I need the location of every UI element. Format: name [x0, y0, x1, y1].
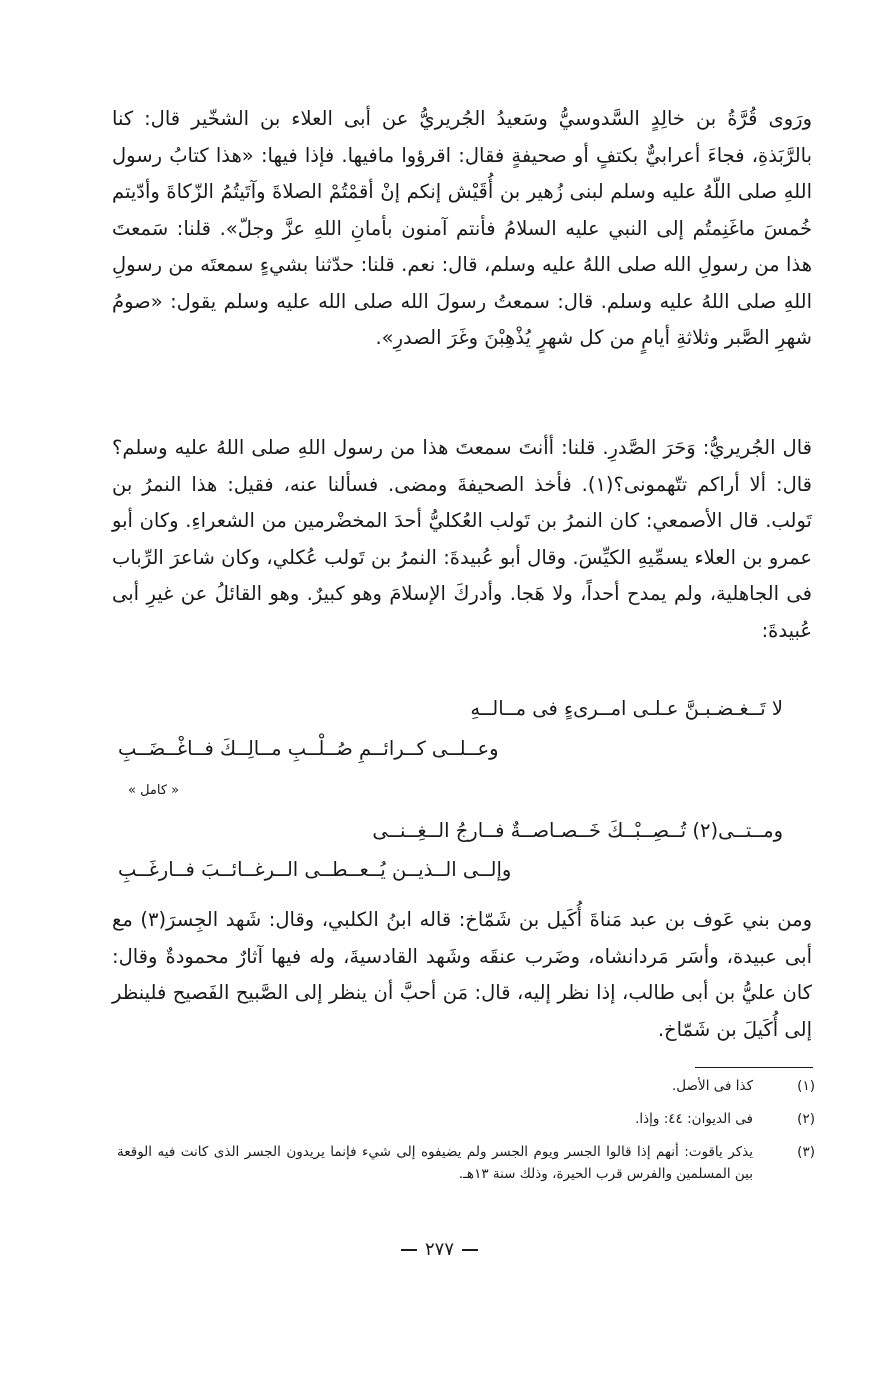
footnote-number: (١) — [797, 1078, 815, 1094]
page-number: ٢٧٧ — [424, 1239, 454, 1260]
poem-verse-1-second-hemistich: وعــلــى كــرائــمِ صُــلْــبِ مــالِــكَ فــاغْــضَــبِ — [118, 737, 499, 760]
body-paragraph-2: قال الجُريريُّ: وَحَرَ الصَّدرِ. قلنا: أأنتَ سمعتَ هذا من رسول اللهِ صلى اللهُ عليه وسلم؟ قال: ألا أراكم تتّهمونى؟(١). فأخذ الصحيفةَ ومضى. فسألنا عنه، فقيل: هذا النمرُ بن تَولب. قال الأصمعي: كان النمرُ بن تَولب العُكليُّ أحدَ المخضْرمين من الشعراءِ. وكان أبو عمرو بن العلاء يسمِّيهِ الكيِّسَ. وقال أبو عُبيدةَ: النمرُ بن تَولب عُكلي، وكان شاعرَ الرِّباب فى الجاهلية، ولم يمدح أحداً، ولا هَجا. وأدركَ الإسلامَ وهو كبيرٌ. وهو القائلُ عن غيرِ أبى عُبيدةَ: — [112, 436, 812, 642]
footnote-separator — [695, 1067, 813, 1068]
page-number-dash — [401, 1249, 417, 1251]
footnote-number: (٢) — [797, 1111, 815, 1127]
footnote-3 — [117, 1141, 815, 1185]
footnote-text: فى الديوان: ٤٤: وإذا. — [635, 1111, 753, 1127]
page-number-footer — [0, 1238, 879, 1262]
poem-verse-2-first-hemistich: ومــتــى(٢) تُــصِــبْــكَ خَــصـاصــةٌ فــارجُ الــغِــنــى — [372, 819, 783, 842]
page-number-dash — [462, 1249, 478, 1251]
body-paragraph-1: ورَوى قُرَّةُ بن خالِدٍ السَّدوسيُّ وسَعيدُ الجُريريُّ عن أبى العلاء بن الشخّير قال: كنا بالرَّبَذةِ، فجاءَ أعرابيٌّ بكتفٍ أو صحيفةٍ فقال: اقرؤوا مافيها. فإذا فيها: «هذا كتابُ رسول اللهِ صلى اللّهُ عليه وسلم لبنى زُهير بن أُقَيْش إنكم إنْ أقمْتُمْ الصلاةَ وآتَيتُمُ الزّكاةَ وأدّيتم خُمسَ ماغَنِمتُم إلى النبي عليه السلامُ فأنتم آمنون بأمانِ اللهِ عزَّ وجلّ». قلنا: سَمعتَ هذا من رسولِ الله صلى اللهُ عليه وسلم، قال: نعم. قلنا: حدّثنا بشيءٍ سمعتَه من رسولِ اللهِ صلى اللهُ عليه وسلم. قال: سمعتُ رسولَ الله صلى الله عليه وسلم يقول: «صومُ شهرِ الصَّبر وثلاثةِ أيامٍ من كل شهرٍ يُذْهِبْنَ وغَرَ الصدرِ». — [112, 107, 812, 349]
footnote-number: (٣) — [797, 1144, 815, 1160]
body-paragraph-3: ومن بني عَوف بن عبد مَناةَ أُكَيل بن شَمّاخ: قاله ابنُ الكلبي، وقال: شَهد الجِسرَ(٣) مع أبى عبيدة، وأسَر مَردانشاه، وضَرب عنقَه وشَهد القادسيةَ، وله فيها آثارٌ محمودةٌ وقال: كان عليُّ بن أبى طالب، إذا نظر إليه، قال: مَن أحبَّ أن ينظر إلى الصَّبيح الفَصيح فلينظر إلى أُكَيلَ بن شَمّاخ. — [112, 908, 812, 1041]
footnote-text: يذكر ياقوت: أنهم إذا قالوا الجسر ويوم الجسر ولم يضيفوه إلى شيء فإنما يريدون الجسر الذى كانت فيه الوقعة بين المسلمين والفرس قرب الحيرة، وذلك سنة ١٣هـ. — [117, 1144, 753, 1182]
footnote-2 — [117, 1108, 815, 1130]
poem-meter-label: « كامل » — [128, 783, 180, 798]
footnote-text: كذا فى الأصل. — [672, 1078, 753, 1094]
poem-verse-1-first-hemistich: لا تَــغـضـبـنَّ عـلـى امــرىءٍ فى مــالــهِ — [470, 697, 783, 720]
footnote-1 — [117, 1075, 815, 1097]
poem-verse-2-second-hemistich: وإلــى الــذيــن يُــعــطــى الــرغــائــبَ فــارغَــبِ — [118, 858, 512, 881]
